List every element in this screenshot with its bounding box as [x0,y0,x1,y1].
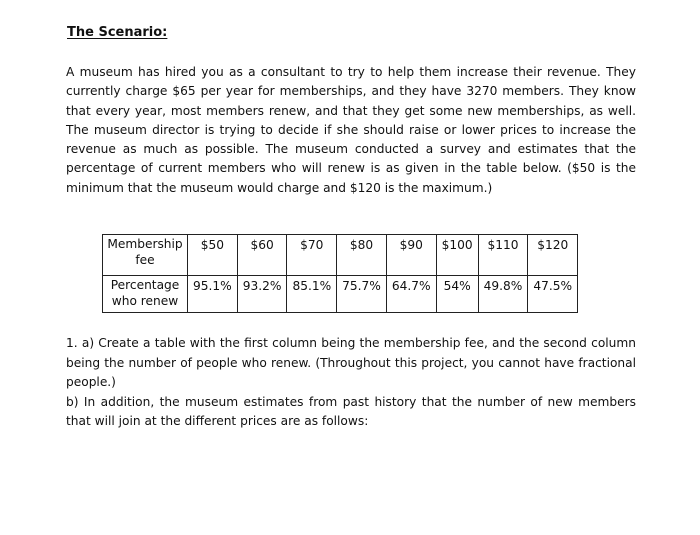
percentage-cell: 47.5% [528,276,578,313]
percentage-cell: 93.2% [237,276,287,313]
percentage-cell: 85.1% [287,276,337,313]
fee-cell: $100 [436,235,478,276]
fee-cell: $110 [478,235,528,276]
scenario-paragraph: A museum has hired you as a consultant to try to help them increase their revenue. They currently charge $65 per year for memberships, and they have 3270 members. They know that every year, most members renew, and that they get some new memberships, as well. The museum director is trying to decide if she should raise or lower prices to increase the revenue as much as possible. The museum conducted a survey and estimates that the percentage of current members who will renew is as given in the table below. ($50 is the minimum that the museum would charge and $120 is the maximum.) [66,65,636,195]
question-b: b) In addition, the museum estimates from past history that the number of new members that will join at the different prices are as follows: [66,394,636,428]
fee-cell: $70 [287,235,337,276]
fee-row-header: Membership fee [103,235,188,276]
percentage-cell: 54% [436,276,478,313]
percentage-cell: 95.1% [188,276,238,313]
percentage-row-header: Percentage who renew [103,276,188,313]
fee-cell: $120 [528,235,578,276]
fee-row [103,235,578,276]
questions-block [66,334,636,432]
fee-cell: $50 [188,235,238,276]
question-a: 1. a) Create a table with the first column being the membership fee, and the second column being the number of people who renew. (Throughout this project, you cannot have fractional people.) [66,336,636,389]
percentage-cell: 75.7% [337,276,387,313]
scenario-heading: The Scenario: [67,25,168,40]
percentage-cell: 49.8% [478,276,528,313]
percentage-row [103,276,578,313]
renewal-table [102,234,578,313]
fee-cell: $80 [337,235,387,276]
percentage-cell: 64.7% [386,276,436,313]
fee-cell: $90 [386,235,436,276]
fee-cell: $60 [237,235,287,276]
